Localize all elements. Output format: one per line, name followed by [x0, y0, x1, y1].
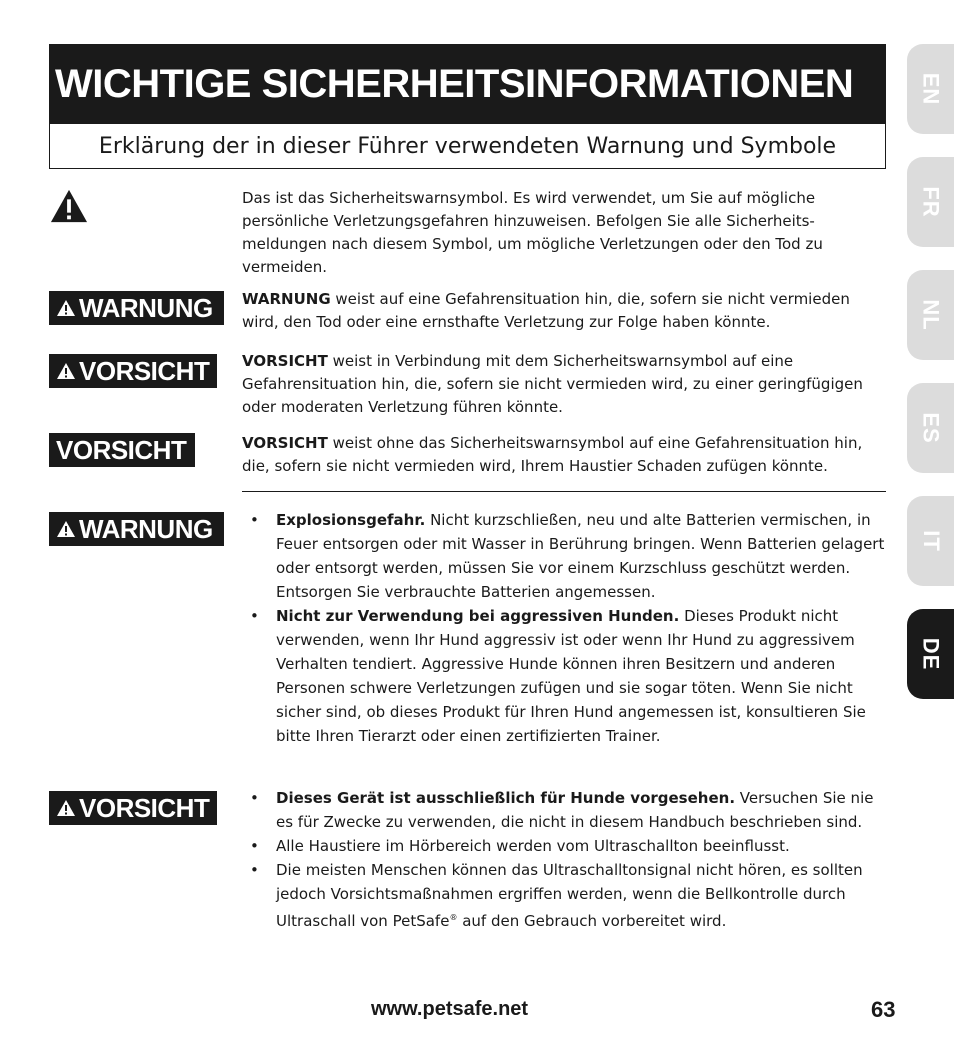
warnung-label [49, 291, 224, 325]
alert-symbol-description: Das ist das Sicherheitswarnsymbol. Es wird verwendet, um Sie auf mögliche persönliche Verletzungsgefahren hinzuweisen. Befolgen Sie alle Sicherheits-meldungen nach diesem Symbol, um mögliche Verletzungen oder den Tod zu vermeiden. [242, 189, 823, 276]
page-number: 63 [871, 997, 896, 1022]
page-title: WICHTIGE SICHERHEITSINFORMATIONEN [49, 44, 886, 124]
list-item-text: Versuchen Sie nie es für Zwecke zu verwenden, die nicht in diesem Handbuch beschrieben sind. [276, 789, 874, 831]
warnung-description [242, 288, 884, 334]
vorsicht-section-label [49, 791, 217, 825]
tab-es-label: ES [918, 412, 944, 444]
tab-de[interactable] [907, 609, 954, 699]
warnung-term: WARNUNG [242, 290, 331, 308]
list-item-bold: Dieses Gerät ist ausschließlich für Hunde vorgesehen. [276, 789, 736, 807]
vorsicht-label-text: VORSICHT [79, 355, 210, 386]
warnung-list [248, 508, 886, 748]
section-divider [242, 491, 886, 492]
footer-url[interactable]: www.petsafe.net [371, 998, 529, 1020]
tab-de-label: DE [918, 637, 944, 671]
list-item-text: Dieses Produkt nicht verwenden, wenn Ihr Hund aggressiv ist oder wenn Ihr Hund zu aggressivem Verhalten tendiert. Aggressive Hunde können ihren Besitzern und anderen Personen schwere Verletzungen zufügen und sie sogar töten. Wenn Sie nicht sicher sind, ob dieses Produkt für Ihren Hund angemessen ist, konsultieren Sie bitte Ihren Tierarzt oder einen zertifizierten Trainer. [276, 607, 866, 745]
vorsicht-plain-text: weist ohne das Sicherheitswarnsymbol auf eine Gefahrensituation hin, die, sofern sie nicht vermieden wird, Ihrem Haustier Schaden zufügen könnte. [242, 434, 863, 475]
warning-triangle-icon [50, 187, 88, 225]
vorsicht-plain-description [242, 432, 884, 478]
list-item [248, 858, 886, 933]
list-item-text: Die meisten Menschen können das Ultraschalltonsignal nicht hören, es sollten jedoch Vorsichtsmaßnahmen ergriffen werden, wenn die Bellkontrolle durch Ultraschall von PetSafe [276, 861, 863, 930]
bullet: • [250, 837, 259, 855]
warning-triangle-icon [56, 799, 76, 817]
list-item [248, 604, 886, 748]
tab-fr[interactable] [907, 157, 954, 247]
vorsicht-plain-label [49, 433, 195, 467]
page-subtitle: Erklärung der in dieser Führer verwendeten Warnung und Symbole [49, 124, 886, 169]
tab-es[interactable] [907, 383, 954, 473]
list-item-text: Nicht kurzschließen, neu und alte Batterien vermischen, in Feuer entsorgen oder mit Wasser in Berührung bringen. Wenn Batterien gelagert oder entsorgt werden, müssen Sie vor einem Kurzschluss geschützt werden. Entsorgen Sie verbrauchte Batterien angemessen. [276, 511, 885, 601]
warning-triangle-icon [56, 520, 76, 538]
warning-triangle-icon [56, 362, 76, 380]
tab-nl[interactable] [907, 270, 954, 360]
list-item [248, 834, 886, 858]
list-item [248, 508, 886, 604]
list-item-bold: Explosionsgefahr. [276, 511, 426, 529]
warnung-section-label-text: WARNUNG [79, 513, 213, 544]
warnung-label-text: WARNUNG [79, 292, 213, 323]
registered-mark: ® [449, 913, 458, 922]
bullet: • [250, 511, 259, 529]
vorsicht-section-label-text: VORSICHT [79, 792, 210, 823]
warnung-section-label [49, 512, 224, 546]
list-item [248, 786, 886, 834]
bullet: • [250, 607, 259, 625]
tab-it[interactable] [907, 496, 954, 586]
vorsicht-description [242, 350, 884, 419]
warning-triangle-icon [56, 299, 76, 317]
vorsicht-list [248, 786, 886, 933]
bullet: • [250, 789, 259, 807]
tab-nl-label: NL [918, 299, 944, 331]
tab-fr-label: FR [918, 186, 944, 218]
vorsicht-plain-label-text: VORSICHT [56, 434, 187, 465]
tab-en-label: EN [918, 72, 944, 106]
tab-it-label: IT [918, 530, 944, 552]
vorsicht-plain-term: VORSICHT [242, 434, 328, 452]
vorsicht-term: VORSICHT [242, 352, 328, 370]
tab-en[interactable] [907, 44, 954, 134]
list-item-text-after: auf den Gebrauch vorbereitet wird. [457, 912, 727, 930]
vorsicht-label [49, 354, 217, 388]
warnung-text: weist auf eine Gefahrensituation hin, die, sofern sie nicht vermieden wird, den Tod oder eine ernsthafte Verletzung zur Folge haben könnte. [242, 290, 850, 331]
list-item-text: Alle Haustiere im Hörbereich werden vom Ultraschallton beeinflusst. [276, 837, 790, 855]
vorsicht-text: weist in Verbindung mit dem Sicherheitswarnsymbol auf eine Gefahrensituation hin, die, sofern sie nicht vermieden wird, zu einer geringfügigen oder moderaten Verletzung führen könnte. [242, 352, 863, 416]
bullet: • [250, 861, 259, 879]
list-item-bold: Nicht zur Verwendung bei aggressiven Hunden. [276, 607, 680, 625]
